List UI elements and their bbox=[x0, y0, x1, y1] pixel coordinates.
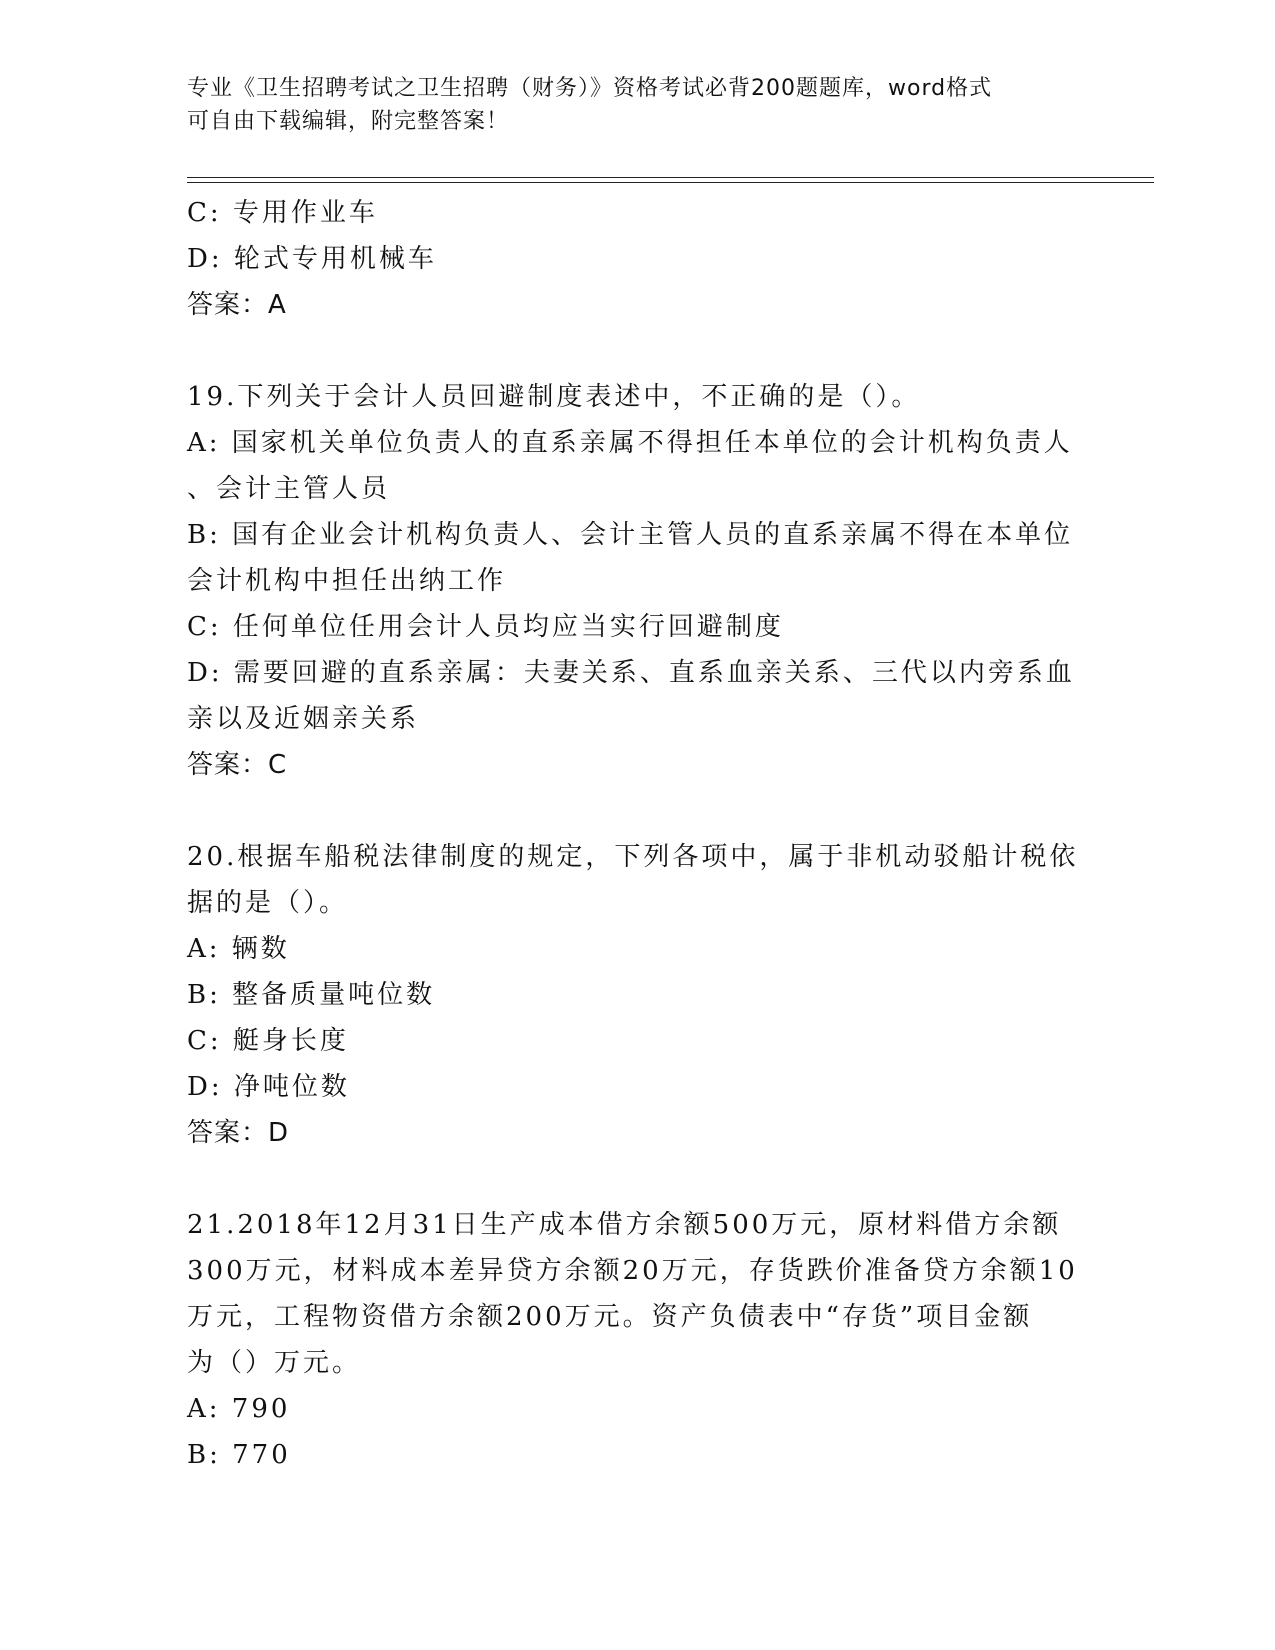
answer: 答案：A bbox=[187, 290, 287, 320]
question-text-continued: 据的是（）。 bbox=[187, 888, 349, 918]
document-header bbox=[187, 72, 1067, 138]
answer: 答案：D bbox=[187, 1118, 290, 1148]
question-content bbox=[187, 190, 1087, 1478]
header-divider-top bbox=[187, 177, 1154, 178]
question-19 bbox=[187, 374, 1087, 788]
option-a: A: 790 bbox=[187, 1394, 291, 1424]
answer: 答案：C bbox=[187, 750, 288, 780]
option-b: B: 整备质量吨位数 bbox=[187, 980, 436, 1010]
option-c: C: 艇身长度 bbox=[187, 1026, 349, 1056]
spacer bbox=[187, 788, 1087, 834]
option-d: D: 需要回避的直系亲属：夫妻关系、直系血亲关系、三代以内旁系血 bbox=[187, 658, 1075, 688]
question-21 bbox=[187, 1202, 1087, 1478]
question-text-continued: 300万元，材料成本差异贷方余额20万元，存货跌价准备贷方余额10 bbox=[187, 1256, 1078, 1286]
option-d-continued: 亲以及近姻亲关系 bbox=[187, 704, 420, 734]
question-text: 21.2018年12月31日生产成本借方余额500万元，原材料借方余额 bbox=[187, 1210, 1062, 1240]
option-a: A: 辆数 bbox=[187, 934, 290, 964]
option-d: D: 轮式专用机械车 bbox=[187, 244, 437, 274]
spacer bbox=[187, 1156, 1087, 1202]
header-divider-bottom bbox=[187, 182, 1154, 183]
question-text-continued: 为（）万元。 bbox=[187, 1348, 362, 1378]
option-b: B: 国有企业会计机构负责人、会计主管人员的直系亲属不得在本单位 bbox=[187, 520, 1074, 550]
spacer bbox=[187, 328, 1087, 374]
question-text-continued: 万元，工程物资借方余额200万元。资产负债表中“存货”项目金额 bbox=[187, 1302, 1033, 1332]
question-text: 19.下列关于会计人员回避制度表述中，不正确的是（）。 bbox=[187, 382, 921, 412]
question-20 bbox=[187, 834, 1087, 1156]
option-b: B: 770 bbox=[187, 1440, 291, 1470]
option-c: C: 专用作业车 bbox=[187, 198, 378, 228]
question-text: 20.根据车船税法律制度的规定，下列各项中，属于非机动驳船计税依 bbox=[187, 842, 1079, 872]
question-18-fragment bbox=[187, 190, 1087, 328]
option-d: D: 净吨位数 bbox=[187, 1072, 350, 1102]
header-line-1: 专业《卫生招聘考试之卫生招聘（财务）》资格考试必背200题题库，word格式 bbox=[187, 76, 993, 101]
option-a: A: 国家机关单位负责人的直系亲属不得担任本单位的会计机构负责人 bbox=[187, 428, 1073, 458]
option-a-continued: 、会计主管人员 bbox=[187, 474, 391, 504]
header-line-2: 可自由下载编辑，附完整答案！ bbox=[187, 109, 510, 134]
option-c: C: 任何单位任用会计人员均应当实行回避制度 bbox=[187, 612, 784, 642]
option-b-continued: 会计机构中担任出纳工作 bbox=[187, 566, 507, 596]
